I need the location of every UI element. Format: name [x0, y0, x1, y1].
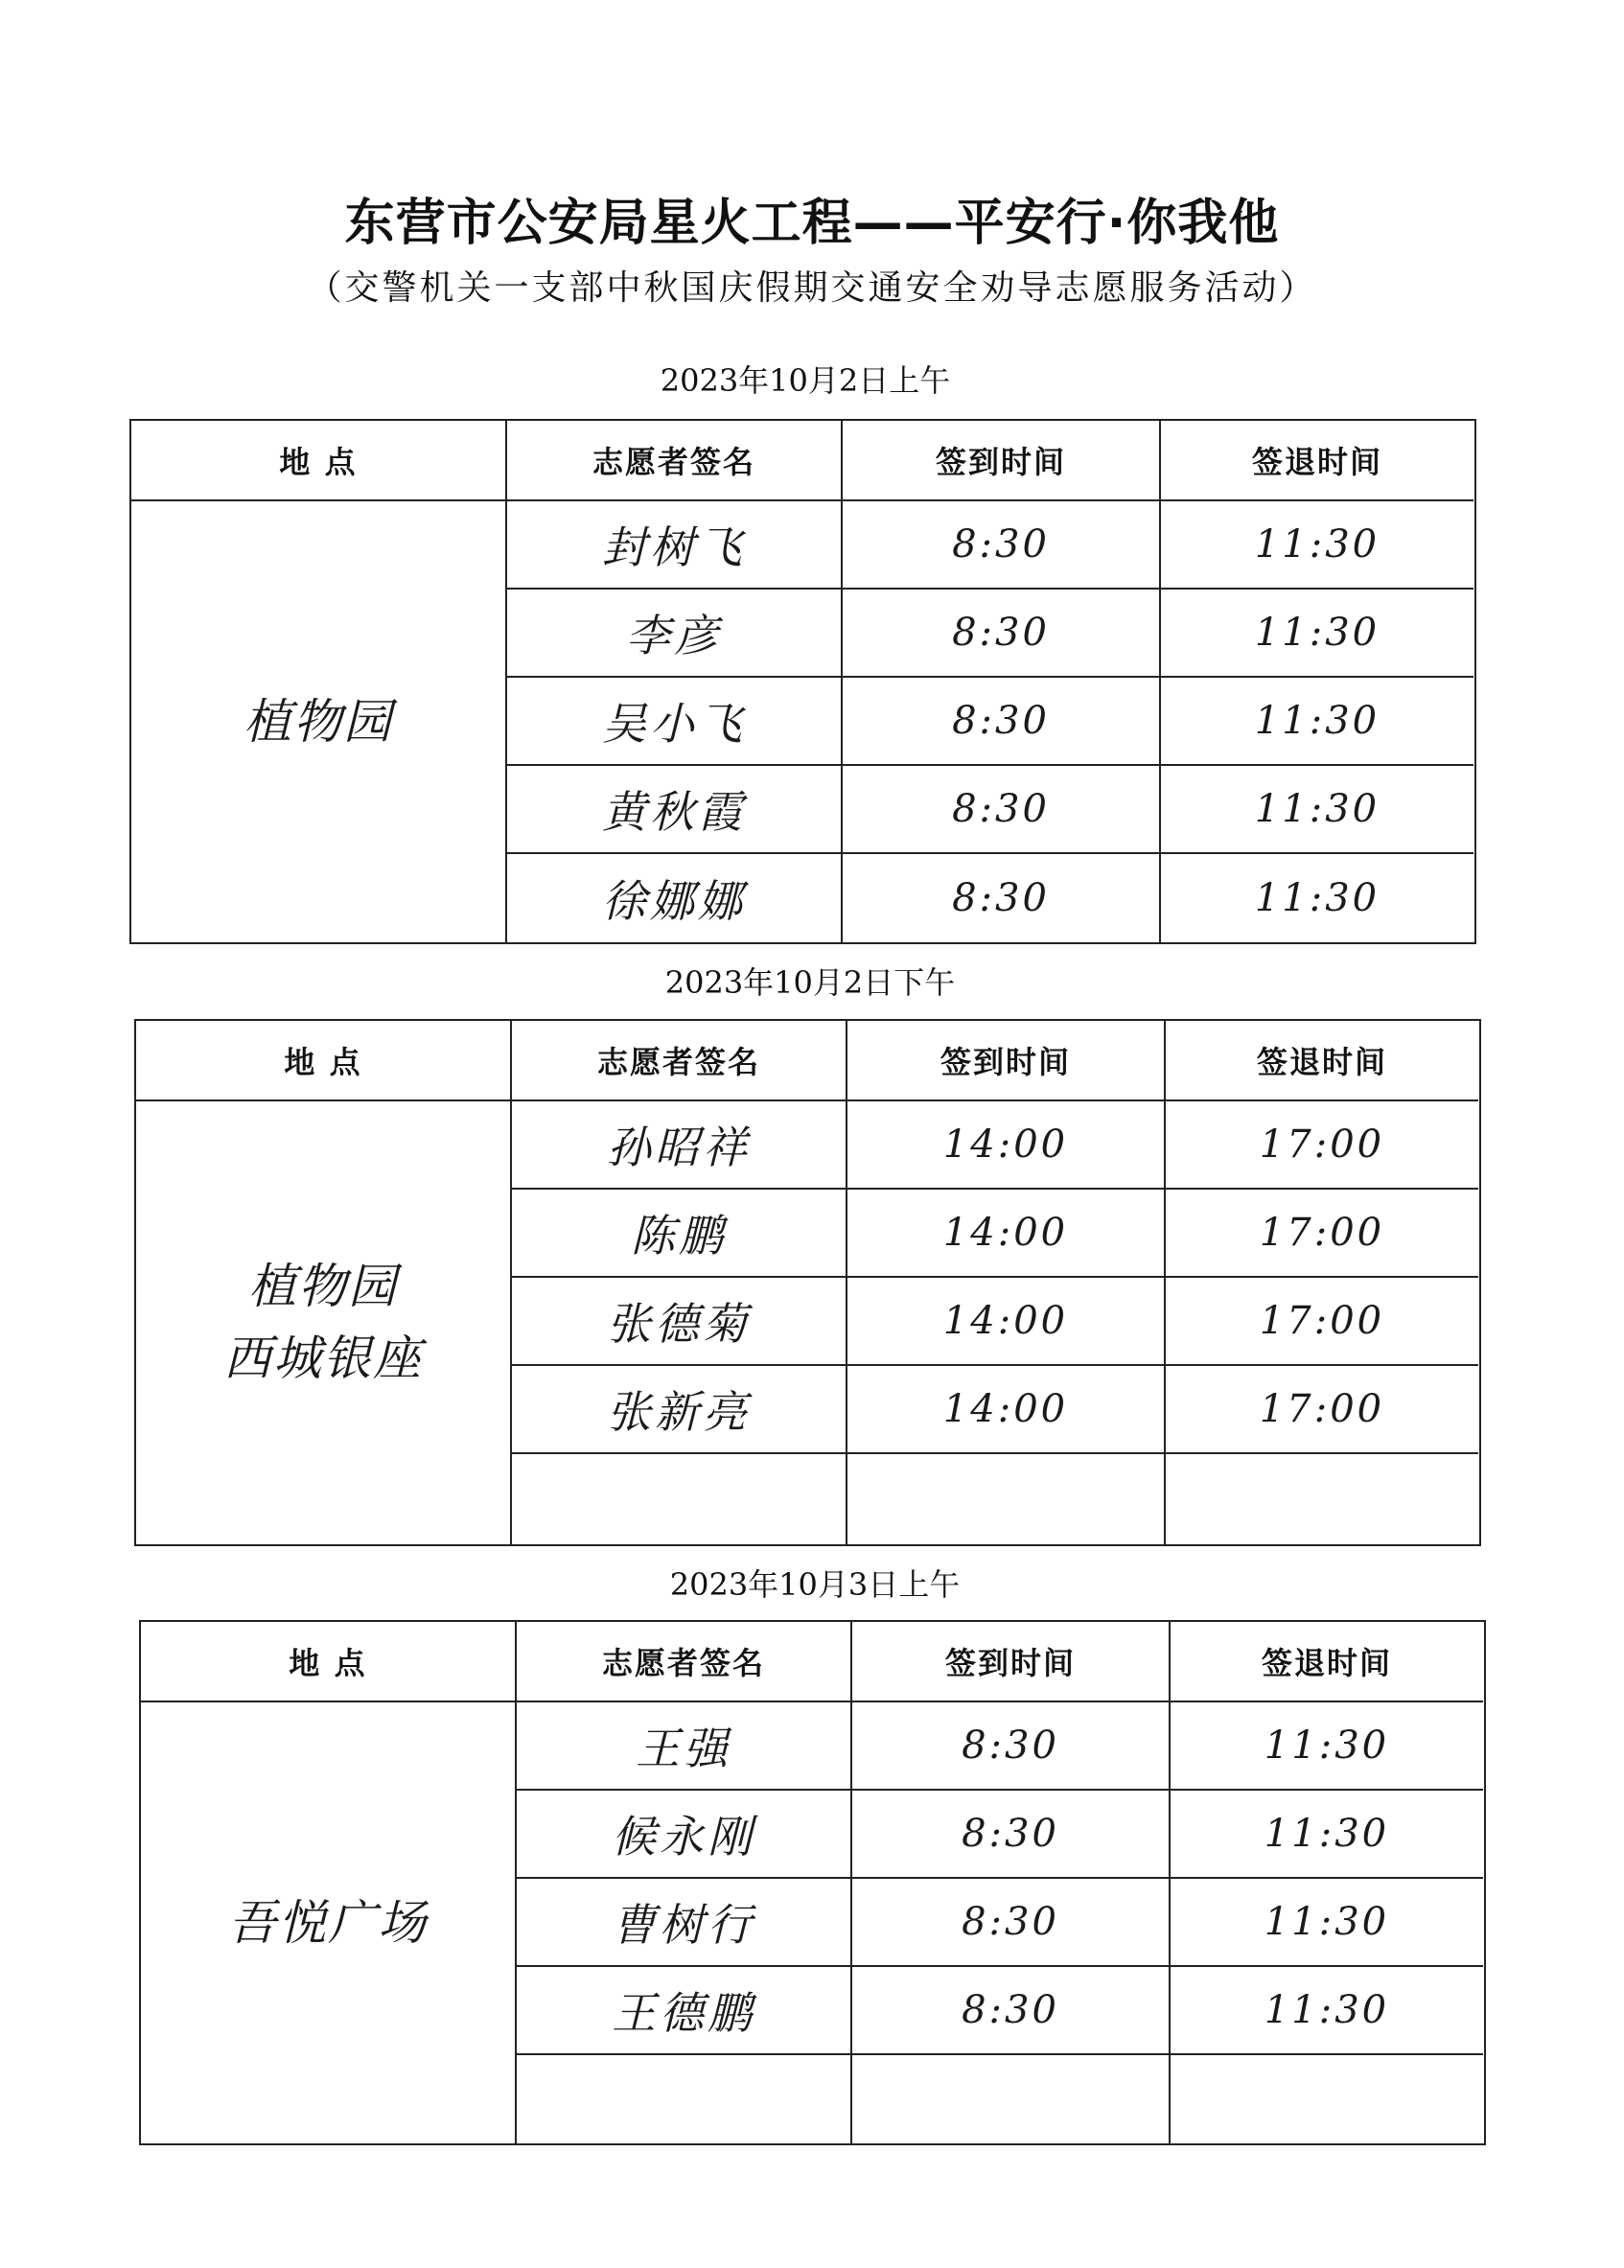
checkin-time: 14:00 — [847, 1278, 1166, 1366]
checkout-time: 11:30 — [1171, 1702, 1483, 1791]
volunteer-signature: 陈鹏 — [512, 1190, 847, 1278]
signin-table — [129, 419, 1476, 944]
checkin-time: 8:30 — [843, 501, 1161, 590]
checkin-time: 8:30 — [852, 1702, 1171, 1791]
checkout-time: 11:30 — [1254, 876, 1380, 920]
volunteer-signature: 王强 — [517, 1702, 852, 1791]
volunteer-signature: 封树飞 — [507, 501, 843, 590]
location-text: 吾悦广场 — [228, 1894, 428, 1951]
location-text: 植物园 — [248, 1259, 398, 1314]
checkin-time — [852, 2055, 1171, 2143]
checkout-time: 11:30 — [1161, 501, 1473, 590]
volunteer-signature — [517, 2055, 852, 2143]
volunteer-signature: 李彦 — [507, 590, 843, 678]
checkin-time: 14:00 — [847, 1190, 1166, 1278]
volunteer-signature: 黄秋霞 — [507, 766, 843, 854]
location-cell — [131, 501, 507, 942]
session-date-label: 2023年10月2日下午 — [664, 964, 956, 1001]
header-checkout-time: 签退时间 — [1171, 1622, 1483, 1702]
checkout-time: 17:00 — [1166, 1101, 1478, 1190]
location-cell — [141, 1702, 517, 2143]
header-volunteer-signature: 志愿者签名 — [507, 421, 843, 501]
volunteer-signature: 曹树行 — [517, 1879, 852, 1967]
checkin-time: 14:00 — [847, 1101, 1166, 1190]
page-subtitle: （交警机关一支部中秋国庆假期交通安全劝导志愿服务活动） — [307, 268, 1317, 308]
checkin-time: 8:30 — [852, 1879, 1171, 1967]
checkout-time: 11:30 — [1171, 1879, 1483, 1967]
volunteer-signature: 候永刚 — [517, 1791, 852, 1879]
header-location: 地 点 — [136, 1021, 512, 1101]
header-checkin-time: 签到时间 — [843, 421, 1161, 501]
checkin-time — [847, 1454, 1166, 1544]
checkout-time: 17:00 — [1166, 1366, 1478, 1454]
page-title: 东营市公安局星火工程——平安行·你我他 — [344, 195, 1280, 252]
checkin-time: 8:30 — [843, 766, 1161, 854]
header-location: 地 点 — [131, 421, 507, 501]
checkin-time: 8:30 — [852, 1967, 1171, 2055]
checkout-time: 11:30 — [1161, 678, 1473, 766]
location-cell — [136, 1101, 512, 1544]
checkin-time: 8:30 — [852, 1791, 1171, 1879]
volunteer-signature: 徐娜娜 — [507, 854, 843, 942]
volunteer-signature: 孙昭祥 — [512, 1101, 847, 1190]
volunteer-signature — [512, 1454, 847, 1544]
header-volunteer-signature: 志愿者签名 — [517, 1622, 852, 1702]
checkin-time: 8:30 — [843, 678, 1161, 766]
checkin-time: 8:30 — [843, 854, 1161, 942]
signin-table — [134, 1019, 1481, 1546]
checkout-time: 17:00 — [1166, 1190, 1478, 1278]
header-volunteer-signature: 志愿者签名 — [512, 1021, 847, 1101]
session-date-label: 2023年10月2日上午 — [660, 362, 951, 399]
session-date-label: 2023年10月3日上午 — [669, 1566, 961, 1603]
checkout-time: 11:30 — [1161, 590, 1473, 678]
checkin-time: 8:30 — [843, 590, 1161, 678]
checkout-time — [1166, 1454, 1478, 1544]
header-checkin-time: 签到时间 — [852, 1622, 1171, 1702]
checkout-time — [1171, 2055, 1483, 2143]
checkout-time: 17:00 — [1166, 1278, 1478, 1366]
location-text: 西城银座 — [223, 1331, 423, 1386]
checkout-time: 11:30 — [1161, 766, 1473, 854]
location-text: 植物园 — [244, 693, 393, 750]
volunteer-signature: 王德鹏 — [517, 1967, 852, 2055]
header-checkout-time: 签退时间 — [1161, 421, 1473, 501]
checkout-time: 11:30 — [1171, 1967, 1483, 2055]
checkout-time: 11:30 — [1171, 1791, 1483, 1879]
volunteer-signature: 张德菊 — [512, 1278, 847, 1366]
header-checkout-time: 签退时间 — [1166, 1021, 1478, 1101]
volunteer-signature: 吴小飞 — [507, 678, 843, 766]
volunteer-signature: 张新亮 — [512, 1366, 847, 1454]
signin-table — [139, 1620, 1486, 2145]
header-checkin-time: 签到时间 — [847, 1021, 1166, 1101]
header-location: 地 点 — [141, 1622, 517, 1702]
checkin-time: 14:00 — [847, 1366, 1166, 1454]
